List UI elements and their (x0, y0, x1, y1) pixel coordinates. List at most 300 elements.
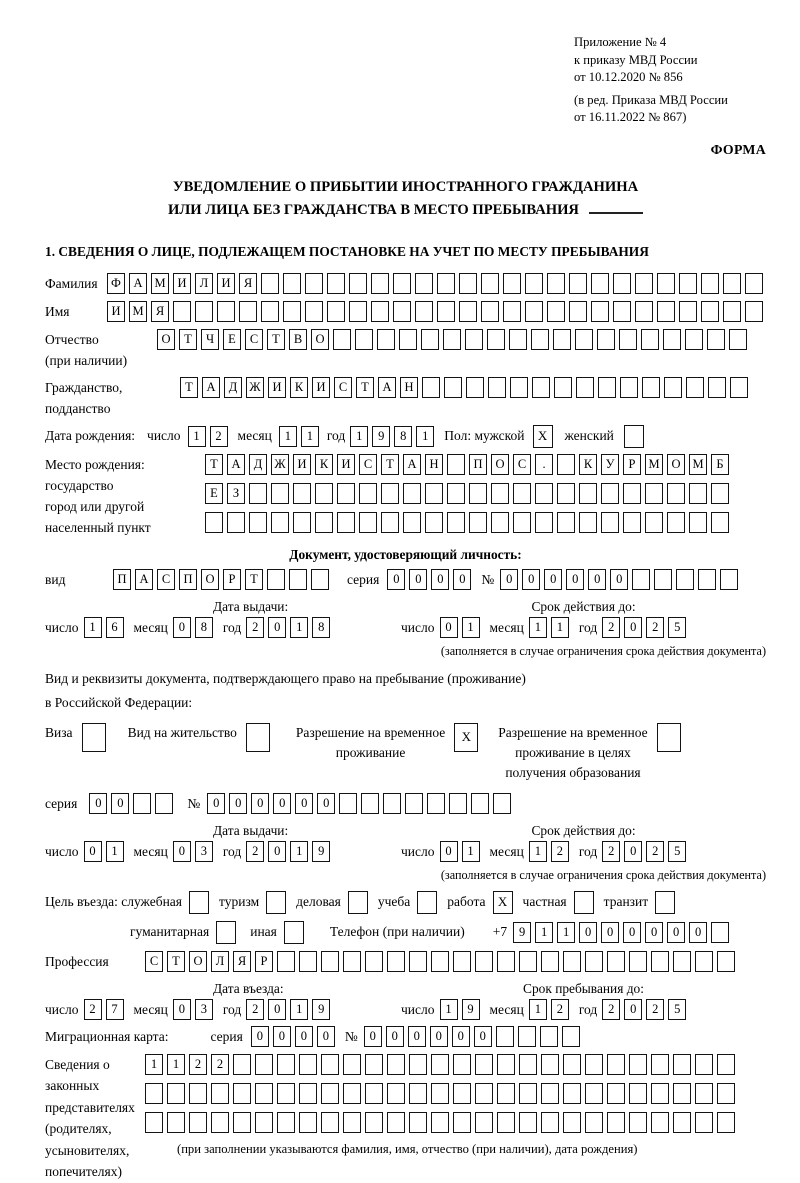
char-cell[interactable] (293, 512, 311, 533)
char-cell[interactable]: Е (223, 329, 241, 350)
char-cell[interactable] (475, 951, 493, 972)
char-cell[interactable] (613, 301, 631, 322)
purpose-turizm-checkbox[interactable] (266, 891, 286, 914)
char-cell[interactable] (383, 793, 401, 814)
char-cell[interactable] (579, 512, 597, 533)
char-cell[interactable]: 0 (295, 1026, 313, 1047)
char-cell[interactable] (651, 1083, 669, 1104)
char-cell[interactable]: Р (223, 569, 241, 590)
char-cell[interactable] (535, 512, 553, 533)
char-cell[interactable] (711, 922, 729, 943)
char-cell[interactable]: М (645, 454, 663, 475)
char-cell[interactable]: 0 (409, 569, 427, 590)
char-cell[interactable] (481, 301, 499, 322)
char-cell[interactable] (635, 273, 653, 294)
char-cell[interactable] (701, 273, 719, 294)
char-cell[interactable]: 0 (111, 793, 129, 814)
char-cell[interactable] (519, 951, 537, 972)
char-cell[interactable] (591, 301, 609, 322)
char-cell[interactable] (557, 483, 575, 504)
residence-permit-checkbox[interactable] (246, 723, 270, 752)
char-cell[interactable] (381, 483, 399, 504)
char-cell[interactable]: 0 (440, 617, 458, 638)
char-cell[interactable] (513, 483, 531, 504)
char-cell[interactable] (519, 1054, 537, 1075)
char-cell[interactable] (365, 1054, 383, 1075)
char-cell[interactable]: 0 (667, 922, 685, 943)
char-cell[interactable]: Е (205, 483, 223, 504)
char-cell[interactable] (607, 1112, 625, 1133)
char-cell[interactable]: 0 (500, 569, 518, 590)
char-cell[interactable] (553, 329, 571, 350)
char-cell[interactable] (299, 1112, 317, 1133)
char-cell[interactable] (679, 301, 697, 322)
char-cell[interactable]: 1 (167, 1054, 185, 1075)
char-cell[interactable]: 0 (440, 841, 458, 862)
char-cell[interactable] (233, 1083, 251, 1104)
char-cell[interactable]: Ж (246, 377, 264, 398)
char-cell[interactable] (466, 377, 484, 398)
char-cell[interactable]: С (334, 377, 352, 398)
char-cell[interactable]: 1 (529, 617, 547, 638)
char-cell[interactable] (535, 483, 553, 504)
char-cell[interactable] (405, 793, 423, 814)
char-cell[interactable] (365, 1083, 383, 1104)
char-cell[interactable] (459, 301, 477, 322)
char-cell[interactable]: 0 (268, 999, 286, 1020)
char-cell[interactable] (255, 1083, 273, 1104)
char-cell[interactable] (343, 1112, 361, 1133)
char-cell[interactable]: 1 (350, 426, 368, 447)
char-cell[interactable] (651, 1112, 669, 1133)
char-cell[interactable] (745, 273, 763, 294)
char-cell[interactable] (167, 1083, 185, 1104)
char-cell[interactable]: М (689, 454, 707, 475)
char-cell[interactable] (585, 1083, 603, 1104)
char-cell[interactable]: Ж (271, 454, 289, 475)
char-cell[interactable]: Т (205, 454, 223, 475)
char-cell[interactable] (695, 1054, 713, 1075)
char-cell[interactable] (585, 1054, 603, 1075)
char-cell[interactable] (315, 483, 333, 504)
char-cell[interactable] (255, 1054, 273, 1075)
char-cell[interactable] (409, 1054, 427, 1075)
char-cell[interactable] (708, 377, 726, 398)
char-cell[interactable]: 2 (602, 617, 620, 638)
temp-residence-checkbox[interactable]: X (454, 723, 478, 752)
char-cell[interactable] (211, 1083, 229, 1104)
char-cell[interactable]: К (315, 454, 333, 475)
char-cell[interactable]: О (201, 569, 219, 590)
char-cell[interactable]: Я (233, 951, 251, 972)
char-cell[interactable] (447, 483, 465, 504)
char-cell[interactable]: 1 (290, 999, 308, 1020)
char-cell[interactable]: 2 (210, 426, 228, 447)
char-cell[interactable] (667, 483, 685, 504)
char-cell[interactable]: 0 (431, 569, 449, 590)
char-cell[interactable] (607, 1083, 625, 1104)
char-cell[interactable]: 0 (645, 922, 663, 943)
char-cell[interactable]: 5 (668, 617, 686, 638)
char-cell[interactable] (503, 273, 521, 294)
char-cell[interactable] (689, 512, 707, 533)
char-cell[interactable] (381, 512, 399, 533)
char-cell[interactable] (167, 1112, 185, 1133)
char-cell[interactable]: 5 (668, 841, 686, 862)
char-cell[interactable] (333, 329, 351, 350)
char-cell[interactable]: 2 (646, 999, 664, 1020)
char-cell[interactable]: 0 (229, 793, 247, 814)
char-cell[interactable]: 0 (624, 617, 642, 638)
char-cell[interactable] (673, 1083, 691, 1104)
char-cell[interactable] (409, 1112, 427, 1133)
char-cell[interactable] (629, 1083, 647, 1104)
char-cell[interactable] (425, 483, 443, 504)
char-cell[interactable]: 7 (106, 999, 124, 1020)
char-cell[interactable]: 2 (211, 1054, 229, 1075)
char-cell[interactable] (503, 301, 521, 322)
char-cell[interactable]: 2 (646, 617, 664, 638)
char-cell[interactable] (707, 329, 725, 350)
char-cell[interactable]: 1 (279, 426, 297, 447)
char-cell[interactable] (475, 1112, 493, 1133)
char-cell[interactable] (431, 1054, 449, 1075)
char-cell[interactable] (531, 329, 549, 350)
char-cell[interactable] (327, 273, 345, 294)
char-cell[interactable] (387, 1083, 405, 1104)
char-cell[interactable] (519, 1112, 537, 1133)
char-cell[interactable]: 0 (386, 1026, 404, 1047)
char-cell[interactable] (601, 483, 619, 504)
char-cell[interactable] (532, 377, 550, 398)
char-cell[interactable] (261, 301, 279, 322)
char-cell[interactable]: 2 (246, 841, 264, 862)
char-cell[interactable]: 0 (474, 1026, 492, 1047)
char-cell[interactable]: 0 (173, 841, 191, 862)
char-cell[interactable]: З (227, 483, 245, 504)
char-cell[interactable] (453, 1112, 471, 1133)
char-cell[interactable]: 0 (689, 922, 707, 943)
char-cell[interactable] (305, 273, 323, 294)
char-cell[interactable] (717, 951, 735, 972)
char-cell[interactable]: 0 (566, 569, 584, 590)
char-cell[interactable]: 0 (579, 922, 597, 943)
char-cell[interactable] (465, 329, 483, 350)
char-cell[interactable] (277, 1054, 295, 1075)
char-cell[interactable]: А (227, 454, 245, 475)
char-cell[interactable] (607, 951, 625, 972)
char-cell[interactable]: 1 (440, 999, 458, 1020)
char-cell[interactable] (541, 951, 559, 972)
char-cell[interactable]: 0 (268, 617, 286, 638)
char-cell[interactable] (189, 1083, 207, 1104)
char-cell[interactable] (698, 569, 716, 590)
char-cell[interactable] (469, 483, 487, 504)
purpose-gumanitarnaya-checkbox[interactable] (216, 921, 236, 944)
char-cell[interactable]: 2 (246, 617, 264, 638)
char-cell[interactable]: 9 (462, 999, 480, 1020)
char-cell[interactable] (343, 1054, 361, 1075)
char-cell[interactable]: 1 (106, 841, 124, 862)
char-cell[interactable]: О (311, 329, 329, 350)
char-cell[interactable] (576, 377, 594, 398)
char-cell[interactable] (629, 1054, 647, 1075)
purpose-tranzit-checkbox[interactable] (655, 891, 675, 914)
char-cell[interactable]: 2 (551, 841, 569, 862)
char-cell[interactable]: И (173, 273, 191, 294)
char-cell[interactable] (493, 793, 511, 814)
char-cell[interactable]: 0 (251, 1026, 269, 1047)
char-cell[interactable] (645, 483, 663, 504)
char-cell[interactable]: 9 (312, 999, 330, 1020)
char-cell[interactable] (664, 377, 682, 398)
char-cell[interactable]: 2 (84, 999, 102, 1020)
char-cell[interactable] (371, 273, 389, 294)
char-cell[interactable] (277, 951, 295, 972)
char-cell[interactable] (337, 512, 355, 533)
char-cell[interactable]: Т (245, 569, 263, 590)
char-cell[interactable]: 0 (624, 999, 642, 1020)
char-cell[interactable] (261, 273, 279, 294)
char-cell[interactable]: 2 (246, 999, 264, 1020)
char-cell[interactable] (443, 329, 461, 350)
char-cell[interactable] (711, 512, 729, 533)
char-cell[interactable]: 1 (416, 426, 434, 447)
char-cell[interactable] (387, 1054, 405, 1075)
char-cell[interactable]: 0 (317, 1026, 335, 1047)
char-cell[interactable]: 0 (273, 1026, 291, 1047)
char-cell[interactable]: 2 (602, 841, 620, 862)
char-cell[interactable] (667, 512, 685, 533)
char-cell[interactable] (299, 951, 317, 972)
char-cell[interactable] (377, 329, 395, 350)
purpose-inaya-checkbox[interactable] (284, 921, 304, 944)
char-cell[interactable] (491, 483, 509, 504)
purpose-chastnaya-checkbox[interactable] (574, 891, 594, 914)
char-cell[interactable] (585, 1112, 603, 1133)
char-cell[interactable] (563, 1054, 581, 1075)
char-cell[interactable] (321, 1083, 339, 1104)
char-cell[interactable] (496, 1026, 514, 1047)
char-cell[interactable] (365, 1112, 383, 1133)
char-cell[interactable]: 2 (189, 1054, 207, 1075)
char-cell[interactable] (343, 951, 361, 972)
sex-male-checkbox[interactable]: X (533, 425, 553, 448)
char-cell[interactable] (563, 1112, 581, 1133)
char-cell[interactable] (321, 1054, 339, 1075)
char-cell[interactable] (629, 951, 647, 972)
char-cell[interactable]: Т (356, 377, 374, 398)
char-cell[interactable]: И (217, 273, 235, 294)
char-cell[interactable]: 1 (529, 841, 547, 862)
char-cell[interactable]: О (189, 951, 207, 972)
char-cell[interactable]: Н (400, 377, 418, 398)
char-cell[interactable] (227, 512, 245, 533)
char-cell[interactable]: Р (623, 454, 641, 475)
char-cell[interactable]: С (513, 454, 531, 475)
char-cell[interactable] (554, 377, 572, 398)
char-cell[interactable] (409, 1083, 427, 1104)
char-cell[interactable] (579, 483, 597, 504)
char-cell[interactable] (591, 273, 609, 294)
char-cell[interactable] (620, 377, 638, 398)
char-cell[interactable] (475, 1083, 493, 1104)
char-cell[interactable] (361, 793, 379, 814)
char-cell[interactable] (632, 569, 650, 590)
char-cell[interactable]: Д (224, 377, 242, 398)
char-cell[interactable] (673, 1054, 691, 1075)
char-cell[interactable] (449, 793, 467, 814)
char-cell[interactable] (299, 1083, 317, 1104)
char-cell[interactable]: 1 (535, 922, 553, 943)
char-cell[interactable]: 0 (522, 569, 540, 590)
char-cell[interactable] (723, 273, 741, 294)
char-cell[interactable] (601, 512, 619, 533)
char-cell[interactable] (271, 483, 289, 504)
char-cell[interactable]: Т (267, 329, 285, 350)
char-cell[interactable] (679, 273, 697, 294)
char-cell[interactable] (491, 512, 509, 533)
char-cell[interactable]: 3 (195, 841, 213, 862)
char-cell[interactable]: 0 (601, 922, 619, 943)
char-cell[interactable]: А (129, 273, 147, 294)
char-cell[interactable] (642, 377, 660, 398)
char-cell[interactable]: 0 (387, 569, 405, 590)
char-cell[interactable] (575, 329, 593, 350)
char-cell[interactable] (249, 483, 267, 504)
char-cell[interactable] (343, 1083, 361, 1104)
char-cell[interactable] (145, 1112, 163, 1133)
char-cell[interactable] (205, 512, 223, 533)
char-cell[interactable]: Л (211, 951, 229, 972)
char-cell[interactable]: И (293, 454, 311, 475)
char-cell[interactable] (415, 301, 433, 322)
char-cell[interactable] (359, 483, 377, 504)
char-cell[interactable]: 0 (624, 841, 642, 862)
char-cell[interactable]: 0 (251, 793, 269, 814)
char-cell[interactable] (321, 1112, 339, 1133)
char-cell[interactable]: 2 (646, 841, 664, 862)
char-cell[interactable] (315, 512, 333, 533)
char-cell[interactable] (717, 1112, 735, 1133)
char-cell[interactable] (327, 301, 345, 322)
char-cell[interactable]: 0 (84, 841, 102, 862)
char-cell[interactable] (497, 1112, 515, 1133)
char-cell[interactable]: А (378, 377, 396, 398)
char-cell[interactable] (557, 512, 575, 533)
char-cell[interactable]: 1 (551, 617, 569, 638)
char-cell[interactable] (651, 1054, 669, 1075)
sex-female-checkbox[interactable] (624, 425, 644, 448)
char-cell[interactable]: А (403, 454, 421, 475)
char-cell[interactable]: 0 (268, 841, 286, 862)
char-cell[interactable] (437, 273, 455, 294)
char-cell[interactable]: У (601, 454, 619, 475)
char-cell[interactable] (563, 951, 581, 972)
char-cell[interactable]: 0 (364, 1026, 382, 1047)
char-cell[interactable] (745, 301, 763, 322)
char-cell[interactable] (519, 1083, 537, 1104)
char-cell[interactable] (399, 329, 417, 350)
char-cell[interactable]: Ф (107, 273, 125, 294)
char-cell[interactable]: 1 (462, 841, 480, 862)
char-cell[interactable] (371, 301, 389, 322)
purpose-delovaya-checkbox[interactable] (348, 891, 368, 914)
char-cell[interactable] (444, 377, 462, 398)
char-cell[interactable] (447, 454, 465, 475)
char-cell[interactable]: К (290, 377, 308, 398)
char-cell[interactable]: Т (180, 377, 198, 398)
char-cell[interactable]: 1 (188, 426, 206, 447)
visa-checkbox[interactable] (82, 723, 106, 752)
char-cell[interactable] (541, 1054, 559, 1075)
char-cell[interactable]: 0 (408, 1026, 426, 1047)
char-cell[interactable]: 3 (195, 999, 213, 1020)
char-cell[interactable] (195, 301, 213, 322)
char-cell[interactable] (729, 329, 747, 350)
char-cell[interactable] (657, 301, 675, 322)
char-cell[interactable] (471, 793, 489, 814)
char-cell[interactable] (717, 1083, 735, 1104)
char-cell[interactable]: И (268, 377, 286, 398)
char-cell[interactable]: 1 (145, 1054, 163, 1075)
char-cell[interactable]: С (245, 329, 263, 350)
char-cell[interactable] (695, 1083, 713, 1104)
char-cell[interactable]: 9 (513, 922, 531, 943)
char-cell[interactable]: . (535, 454, 553, 475)
char-cell[interactable] (453, 951, 471, 972)
char-cell[interactable] (393, 273, 411, 294)
char-cell[interactable]: 0 (610, 569, 628, 590)
char-cell[interactable] (645, 512, 663, 533)
char-cell[interactable] (453, 1054, 471, 1075)
char-cell[interactable] (673, 951, 691, 972)
char-cell[interactable] (339, 793, 357, 814)
char-cell[interactable] (133, 793, 151, 814)
char-cell[interactable] (651, 951, 669, 972)
char-cell[interactable] (233, 1112, 251, 1133)
char-cell[interactable]: 0 (430, 1026, 448, 1047)
char-cell[interactable] (569, 301, 587, 322)
char-cell[interactable] (488, 377, 506, 398)
char-cell[interactable] (211, 1112, 229, 1133)
char-cell[interactable]: 8 (312, 617, 330, 638)
char-cell[interactable]: К (579, 454, 597, 475)
char-cell[interactable]: 1 (290, 617, 308, 638)
char-cell[interactable] (525, 273, 543, 294)
char-cell[interactable] (513, 512, 531, 533)
char-cell[interactable]: Р (255, 951, 273, 972)
char-cell[interactable] (305, 301, 323, 322)
char-cell[interactable]: И (107, 301, 125, 322)
char-cell[interactable] (387, 1112, 405, 1133)
purpose-sluzhebnaya-checkbox[interactable] (189, 891, 209, 914)
char-cell[interactable] (481, 273, 499, 294)
char-cell[interactable] (387, 951, 405, 972)
char-cell[interactable] (321, 951, 339, 972)
char-cell[interactable] (695, 1112, 713, 1133)
char-cell[interactable] (686, 377, 704, 398)
char-cell[interactable]: 1 (301, 426, 319, 447)
char-cell[interactable] (283, 273, 301, 294)
char-cell[interactable]: Я (239, 273, 257, 294)
char-cell[interactable] (355, 329, 373, 350)
char-cell[interactable] (447, 512, 465, 533)
char-cell[interactable] (525, 301, 543, 322)
char-cell[interactable]: С (145, 951, 163, 972)
char-cell[interactable] (277, 1112, 295, 1133)
char-cell[interactable] (431, 1083, 449, 1104)
